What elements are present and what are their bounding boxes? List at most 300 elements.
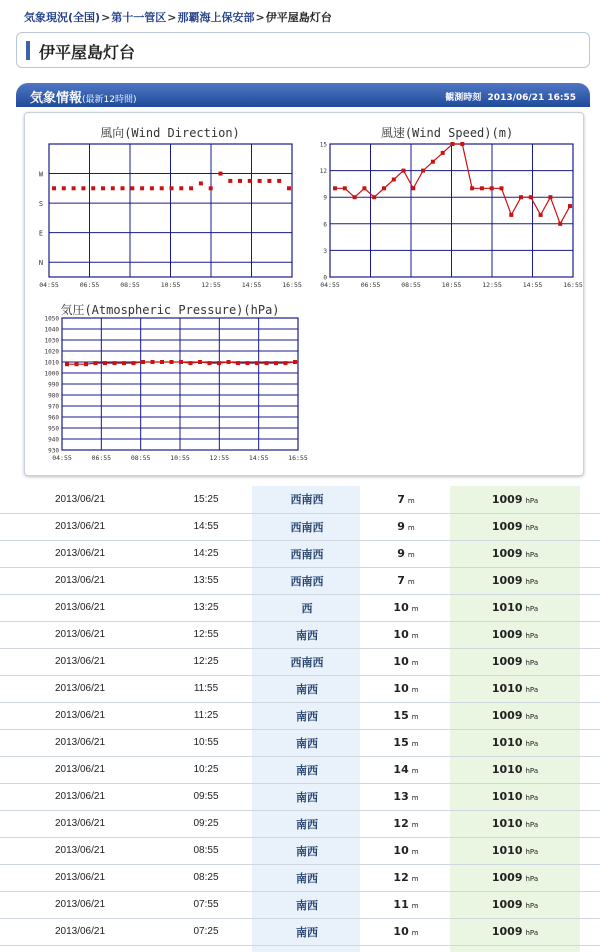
x-tick-label: 10:55 [170, 454, 190, 462]
y-tick-label: W [38, 170, 44, 179]
pressure-unit: hPa [525, 848, 539, 856]
y-tick-label: 1050 [44, 315, 59, 323]
cell-spacer [580, 891, 600, 918]
breadcrumb-link-office[interactable]: 那覇海上保安部 [177, 11, 255, 24]
speed-unit: m [411, 902, 419, 910]
pressure-value: 1010 [491, 601, 523, 614]
data-point [431, 160, 435, 164]
cell-time: 10:55 [160, 729, 252, 756]
y-tick-label: 12 [319, 168, 327, 176]
data-point [65, 362, 69, 366]
y-tick-label: 9 [323, 194, 327, 202]
cell-time: 12:55 [160, 621, 252, 648]
cell-speed [362, 702, 450, 729]
speed-unit: m [411, 821, 419, 829]
data-point [208, 361, 212, 365]
pressure-unit: hPa [525, 659, 539, 667]
y-tick-label: 1010 [44, 359, 59, 367]
cell-date: 2013/06/21 [0, 864, 160, 891]
data-point [248, 179, 252, 183]
pressure-unit: hPa [525, 929, 539, 937]
chart-0 [49, 144, 292, 277]
cell-pressure [450, 567, 580, 594]
y-tick-label: 930 [48, 447, 59, 455]
y-tick-label: E [38, 229, 44, 238]
data-point [490, 186, 494, 190]
data-point [111, 186, 115, 190]
pressure-value: 1009 [491, 492, 523, 506]
cell-spacer [580, 810, 600, 837]
cell-direction: 西南西 [252, 648, 362, 675]
data-point [179, 360, 183, 364]
data-point [274, 361, 278, 365]
cell-time: 09:25 [160, 810, 252, 837]
table-row [0, 540, 600, 567]
cell-speed [362, 891, 450, 918]
cell-time: 10:25 [160, 756, 252, 783]
data-point [227, 360, 231, 364]
pressure-unit: hPa [525, 794, 539, 802]
y-tick-label: S [38, 200, 44, 209]
cell-direction: 西南西 [252, 513, 362, 540]
cell-speed [362, 648, 450, 675]
y-tick-label: 960 [48, 414, 59, 422]
cell-pressure [450, 756, 580, 783]
x-tick-label: 08:55 [401, 281, 421, 289]
x-tick-label: 04:55 [39, 281, 59, 289]
x-tick-label: 16:55 [288, 454, 308, 462]
y-tick-label: 1020 [44, 348, 59, 356]
speed-value: 9 [397, 520, 405, 533]
cell-speed [362, 783, 450, 810]
cell-spacer [580, 918, 600, 945]
data-point [219, 172, 223, 176]
section-title [30, 87, 137, 106]
breadcrumb-link-district[interactable]: 第十一管区 [111, 11, 167, 24]
cell-direction: 南西 [252, 918, 362, 945]
data-point [258, 179, 262, 183]
cell-direction: 南西 [252, 891, 362, 918]
pressure-value: 1010 [491, 682, 523, 695]
cell-date: 2013/06/21 [0, 486, 160, 513]
cell-spacer [580, 594, 600, 621]
cell-pressure [450, 540, 580, 567]
speed-value: 7 [397, 492, 405, 506]
chart-1 [330, 142, 573, 277]
speed-value: 15 [393, 709, 409, 722]
x-tick-label: 06:55 [79, 281, 100, 289]
table-row [0, 810, 600, 837]
cell-direction: 南西 [252, 702, 362, 729]
data-point [52, 186, 56, 190]
data-point [160, 186, 164, 190]
cell-pressure [450, 891, 580, 918]
cell-time: 11:55 [160, 675, 252, 702]
cell-spacer [580, 486, 600, 513]
data-point [509, 213, 513, 217]
pressure-unit: hPa [525, 875, 539, 883]
cell-spacer [580, 756, 600, 783]
cell-date: 2013/06/21 [0, 675, 160, 702]
data-point [372, 195, 376, 199]
obs-label: 観測時刻 [445, 93, 482, 103]
table-row [0, 594, 600, 621]
breadcrumb-link-national[interactable]: 気象現況(全国) [24, 11, 101, 24]
section-title-text: 気象情報 [30, 91, 83, 106]
x-tick-label: 04:55 [52, 454, 72, 462]
data-point [529, 195, 533, 199]
y-tick-label: 0 [323, 274, 327, 282]
cell-speed [362, 864, 450, 891]
table-row [0, 567, 600, 594]
cell-pressure [450, 810, 580, 837]
cell-pressure [450, 729, 580, 756]
data-point [333, 186, 337, 190]
cell-speed [362, 729, 450, 756]
data-point [392, 178, 396, 182]
data-point [558, 222, 562, 226]
cell-spacer [580, 648, 600, 675]
data-point [81, 186, 85, 190]
table-row [0, 702, 600, 729]
cell-spacer [580, 783, 600, 810]
data-point [362, 186, 366, 190]
pressure-unit: hPa [525, 686, 539, 694]
cell-time: 07:25 [160, 918, 252, 945]
speed-value: 7 [397, 574, 405, 587]
pressure-value: 1009 [491, 871, 523, 884]
pressure-value: 1010 [491, 817, 523, 830]
speed-unit: m [411, 740, 419, 748]
breadcrumb-separator: > [101, 11, 111, 24]
data-point [121, 186, 125, 190]
cell-date: 2013/06/21 [0, 513, 160, 540]
data-point [141, 360, 145, 364]
pressure-value: 1010 [491, 844, 523, 857]
data-point [255, 361, 259, 365]
data-point [209, 186, 213, 190]
cell-spacer [580, 729, 600, 756]
x-tick-label: 12:55 [209, 454, 230, 462]
data-point [62, 186, 66, 190]
speed-value: 10 [393, 925, 409, 938]
cell-direction: 南西 [252, 621, 362, 648]
speed-value: 11 [393, 898, 409, 911]
data-point [238, 179, 242, 183]
breadcrumb-separator: > [167, 11, 177, 24]
pressure-unit: hPa [525, 713, 539, 721]
data-point [480, 186, 484, 190]
data-point [402, 169, 406, 173]
speed-value: 10 [393, 601, 409, 614]
pressure-unit: hPa [525, 578, 539, 586]
data-point [140, 186, 144, 190]
y-tick-label: 1030 [44, 337, 59, 345]
cell-spacer [580, 675, 600, 702]
table-row [0, 729, 600, 756]
data-point [94, 361, 98, 365]
cell-direction: 南西 [252, 729, 362, 756]
cell-speed [362, 810, 450, 837]
speed-unit: m [411, 848, 419, 856]
cell-time: 08:55 [160, 837, 252, 864]
pressure-unit: hPa [525, 605, 539, 613]
x-tick-label: 08:55 [120, 281, 140, 289]
table-row [0, 783, 600, 810]
speed-unit: m [411, 875, 419, 883]
y-tick-label: 1040 [44, 326, 59, 334]
cell-pressure [450, 918, 580, 945]
data-point [198, 360, 202, 364]
data-point [150, 186, 154, 190]
data-point [441, 151, 445, 155]
pressure-unit: hPa [525, 902, 539, 910]
cell-spacer [580, 513, 600, 540]
cell-speed [362, 513, 450, 540]
page-title-box [16, 32, 590, 68]
data-point [277, 179, 281, 183]
x-tick-label: 06:55 [360, 281, 381, 289]
cell-time: 12:25 [160, 648, 252, 675]
table-row [0, 648, 600, 675]
pressure-unit: hPa [525, 496, 539, 505]
speed-unit: m [407, 496, 415, 505]
pressure-value: 1009 [491, 520, 523, 533]
speed-unit: m [407, 551, 415, 559]
chart-panel [24, 112, 584, 476]
cell-time: 08:25 [160, 864, 252, 891]
cell-direction: 西南西 [252, 567, 362, 594]
data-point [132, 361, 136, 365]
x-tick-label: 10:55 [160, 281, 181, 289]
cell-direction: 南西 [252, 675, 362, 702]
data-point [217, 361, 221, 365]
cell-direction: 西南西 [252, 486, 362, 513]
data-point [113, 361, 117, 365]
data-point [91, 186, 95, 190]
x-tick-label: 12:55 [201, 281, 221, 289]
cell-pressure [450, 648, 580, 675]
data-point [84, 362, 88, 366]
cell-pressure [450, 702, 580, 729]
y-tick-label: 970 [48, 403, 59, 411]
cell-pressure [450, 513, 580, 540]
cell-speed [362, 675, 450, 702]
cell-pressure [450, 783, 580, 810]
cell-direction: 西南西 [252, 540, 362, 567]
data-point [228, 179, 232, 183]
data-point [519, 195, 523, 199]
table-row [0, 486, 600, 513]
data-point [246, 361, 250, 365]
speed-value: 15 [393, 736, 409, 749]
pressure-value: 1010 [491, 763, 523, 776]
cell-spacer [580, 837, 600, 864]
observation-time [445, 90, 576, 103]
pressure-value: 1009 [491, 898, 523, 911]
data-point [130, 186, 134, 190]
cell-pressure [450, 621, 580, 648]
cell-speed [362, 621, 450, 648]
pressure-value: 1009 [491, 628, 523, 641]
cell-direction: 南西 [252, 810, 362, 837]
data-point [170, 186, 174, 190]
chart-2 [62, 318, 298, 450]
pressure-value: 1009 [491, 925, 523, 938]
speed-value: 10 [393, 844, 409, 857]
cell-time: 14:25 [160, 540, 252, 567]
table-row [0, 864, 600, 891]
speed-unit: m [411, 713, 419, 721]
data-point [539, 213, 543, 217]
title-accent-bar [26, 41, 30, 60]
section-subtitle: (最新12時間) [82, 95, 137, 105]
y-tick-label: 950 [48, 425, 59, 433]
cell-time: 07:55 [160, 891, 252, 918]
cell-speed [362, 540, 450, 567]
data-point [265, 361, 269, 365]
y-tick-label: N [38, 259, 44, 268]
speed-value: 10 [393, 682, 409, 695]
cell-date: 2013/06/21 [0, 891, 160, 918]
cell-direction: 南西 [252, 864, 362, 891]
cell-time: 09:55 [160, 783, 252, 810]
data-point [189, 186, 193, 190]
cell-pressure [450, 864, 580, 891]
cell-date: 2013/06/21 [0, 756, 160, 783]
pressure-unit: hPa [525, 740, 539, 748]
x-tick-label: 16:55 [282, 281, 302, 289]
y-tick-label: 990 [48, 381, 59, 389]
speed-value: 10 [393, 628, 409, 641]
cell-date: 2013/06/21 [0, 648, 160, 675]
chart-title: 気圧(Atmospheric Pressure)(hPa) [60, 303, 280, 317]
x-tick-label: 14:55 [241, 281, 262, 289]
table-row [0, 918, 600, 945]
pressure-unit: hPa [525, 821, 539, 829]
data-point [236, 361, 240, 365]
cell-date: 2013/06/21 [0, 567, 160, 594]
cell-time: 11:25 [160, 702, 252, 729]
x-tick-label: 10:55 [441, 281, 462, 289]
cell-date: 2013/06/21 [0, 918, 160, 945]
table-row [0, 837, 600, 864]
cell-date: 2013/06/21 [0, 783, 160, 810]
y-tick-label: 1000 [44, 370, 59, 378]
y-tick-label: 980 [48, 392, 59, 400]
speed-unit: m [411, 929, 419, 937]
cell-pressure [450, 675, 580, 702]
breadcrumb [24, 9, 332, 25]
data-point [568, 204, 572, 208]
pressure-value: 1009 [491, 547, 523, 560]
data-point [451, 142, 455, 146]
pressure-value: 1009 [491, 709, 523, 722]
data-point [353, 195, 357, 199]
cell-pressure [450, 837, 580, 864]
observation-table [0, 486, 600, 946]
data-point [151, 360, 155, 364]
data-point [160, 360, 164, 364]
x-tick-label: 04:55 [320, 281, 340, 289]
cell-date: 2013/06/21 [0, 810, 160, 837]
data-point [293, 360, 297, 364]
pressure-value: 1010 [491, 790, 523, 803]
cell-direction: 南西 [252, 837, 362, 864]
speed-unit: m [411, 686, 419, 694]
speed-value: 13 [393, 790, 409, 803]
observation-table-area [0, 486, 600, 952]
pressure-value: 1010 [491, 736, 523, 749]
cell-pressure [450, 486, 580, 513]
cell-date: 2013/06/21 [0, 729, 160, 756]
breadcrumb-current: 伊平屋島灯台 [265, 11, 332, 24]
x-tick-label: 14:55 [248, 454, 269, 462]
cell-date: 2013/06/21 [0, 702, 160, 729]
pressure-unit: hPa [525, 632, 539, 640]
x-tick-label: 16:55 [563, 281, 583, 289]
pressure-unit: hPa [525, 551, 539, 559]
data-point [284, 361, 288, 365]
data-point [460, 142, 464, 146]
pressure-unit: hPa [525, 524, 539, 532]
data-point [189, 361, 193, 365]
speed-unit: m [411, 659, 419, 667]
cell-spacer [580, 702, 600, 729]
data-point [421, 169, 425, 173]
data-point [470, 186, 474, 190]
table-row [0, 675, 600, 702]
table-row [0, 756, 600, 783]
data-point [170, 360, 174, 364]
cell-date: 2013/06/21 [0, 594, 160, 621]
data-point [343, 186, 347, 190]
cell-speed [362, 918, 450, 945]
data-point [267, 179, 271, 183]
speed-value: 10 [393, 655, 409, 668]
cell-direction: 西 [252, 594, 362, 621]
chart-title: 風速(Wind Speed)(m) [380, 126, 514, 140]
x-tick-label: 06:55 [91, 454, 112, 462]
speed-value: 14 [393, 763, 409, 776]
cell-spacer [580, 864, 600, 891]
speed-unit: m [411, 632, 419, 640]
pressure-unit: hPa [525, 767, 539, 775]
data-point [199, 181, 203, 185]
table-row [0, 891, 600, 918]
data-point [72, 186, 76, 190]
cell-spacer [580, 540, 600, 567]
obs-time-value: 2013/06/21 16:55 [487, 93, 576, 103]
cell-speed [362, 594, 450, 621]
cell-direction: 南西 [252, 756, 362, 783]
cell-speed [362, 567, 450, 594]
cell-speed [362, 486, 450, 513]
data-point [500, 186, 504, 190]
cell-pressure [450, 594, 580, 621]
x-tick-label: 08:55 [130, 454, 151, 462]
y-tick-label: 940 [48, 436, 59, 444]
speed-value: 9 [397, 547, 405, 560]
y-tick-label: 15 [319, 141, 327, 149]
cell-time: 14:55 [160, 513, 252, 540]
data-point [122, 361, 126, 365]
cell-spacer [580, 621, 600, 648]
cell-time: 13:55 [160, 567, 252, 594]
speed-unit: m [411, 767, 419, 775]
table-row [0, 621, 600, 648]
data-point [75, 362, 79, 366]
